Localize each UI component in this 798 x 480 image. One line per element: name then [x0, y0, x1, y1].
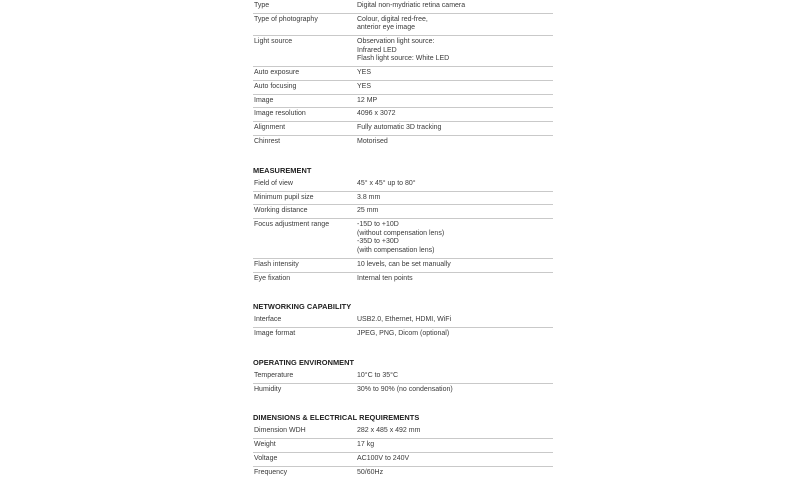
- spec-label: Image resolution: [254, 110, 306, 118]
- spec-row: [253, 258, 553, 272]
- spec-value-line: Digital non-mydriatic retina camera: [357, 2, 466, 9]
- spec-value: [357, 97, 553, 106]
- spec-row: [253, 0, 553, 13]
- section-heading: NETWORKING CAPABILITY: [253, 302, 352, 312]
- spec-value-line: 30% to 90% (no condensation): [357, 385, 453, 393]
- spec-row: [253, 94, 553, 108]
- spec-value-line: Motorised: [357, 138, 388, 146]
- spec-value: [357, 2, 553, 11]
- spec-value: [357, 110, 553, 119]
- spec-value: [357, 386, 553, 395]
- spec-value-line: 10°C to 35°C: [357, 371, 399, 379]
- spec-section: [253, 413, 553, 479]
- spec-row: [253, 191, 553, 205]
- spec-label: Type: [254, 2, 270, 9]
- spec-value: [357, 16, 553, 33]
- spec-label: Auto exposure: [254, 69, 300, 77]
- spec-label: Frequency: [254, 468, 288, 476]
- section-gap: [253, 149, 553, 166]
- spec-label: Eye fixation: [254, 274, 291, 282]
- spec-value-line: 3.8 mm: [357, 193, 381, 201]
- spec-row: [253, 121, 553, 135]
- spec-label: Interface: [254, 316, 282, 324]
- spec-value: [357, 261, 553, 270]
- spec-value: [357, 330, 553, 339]
- spec-value-line: YES: [357, 82, 372, 90]
- spec-label: Image format: [254, 330, 296, 338]
- section-heading: MEASUREMENT: [253, 165, 312, 175]
- spec-row: [253, 370, 553, 383]
- spec-value: [357, 316, 553, 325]
- spec-label: Humidity: [254, 385, 282, 393]
- spec-label: Flash intensity: [254, 260, 299, 268]
- spec-label: Field of view: [254, 179, 293, 187]
- spec-value-line: Infrared LED: [357, 46, 397, 54]
- spec-section: [253, 358, 553, 397]
- spec-label: Auto focusing: [254, 82, 297, 90]
- spec-label: Chinrest: [254, 138, 281, 146]
- spec-row: [253, 314, 553, 327]
- spec-value-line: Fully automatic 3D tracking: [357, 124, 442, 132]
- spec-sheet: [253, 0, 553, 480]
- spec-value-line: 25 mm: [357, 207, 379, 215]
- spec-value: [357, 83, 553, 92]
- spec-value: [357, 372, 553, 381]
- spec-value: [357, 221, 553, 255]
- spec-value-line: Flash light source: White LED: [357, 55, 450, 63]
- spec-row: [253, 80, 553, 94]
- spec-value: [357, 275, 553, 284]
- spec-value-line: (without compensation lens): [357, 229, 445, 237]
- spec-value-line: AC100V to 240V: [357, 454, 410, 462]
- spec-value-line: 10 levels, can be set manually: [357, 260, 451, 268]
- spec-value-line: 4096 x 3072: [357, 110, 396, 118]
- spec-row: [253, 107, 553, 121]
- spec-row: [253, 452, 553, 466]
- spec-row: [253, 135, 553, 149]
- spec-label: Minimum pupil size: [254, 193, 314, 201]
- spec-value: [357, 427, 553, 436]
- spec-value: [357, 455, 553, 464]
- spec-value: [357, 124, 553, 133]
- spec-label: Weight: [254, 441, 276, 449]
- spec-value-line: 50/60Hz: [357, 468, 384, 476]
- spec-row: [253, 327, 553, 341]
- spec-value: [357, 194, 553, 203]
- spec-value-line: Observation light source:: [357, 38, 435, 46]
- spec-value: [357, 38, 553, 64]
- spec-row: [253, 178, 553, 191]
- spec-value-line: 12 MP: [357, 96, 378, 104]
- spec-row: [253, 204, 553, 218]
- spec-label: Type of photography: [254, 15, 318, 23]
- spec-label: Focus adjustment range: [254, 221, 330, 229]
- spec-value: [357, 441, 553, 450]
- spec-label: Temperature: [254, 371, 294, 379]
- spec-row: [253, 438, 553, 452]
- spec-value: [357, 69, 553, 78]
- spec-section: [253, 0, 553, 149]
- section-heading: DIMENSIONS & ELECTRICAL REQUIREMENTS: [253, 413, 420, 423]
- section-gap: [253, 285, 553, 302]
- spec-value-line: 282 x 485 x 492 mm: [357, 427, 421, 435]
- spec-value-line: -35D to +30D: [357, 238, 399, 246]
- spec-section: [253, 166, 553, 285]
- spec-label: Image: [254, 96, 274, 104]
- spec-label: Light source: [254, 38, 293, 46]
- section-heading: OPERATING ENVIRONMENT: [253, 357, 355, 367]
- spec-row: [253, 35, 553, 66]
- spec-row: [253, 383, 553, 397]
- spec-label: Dimension WDH: [254, 427, 306, 435]
- spec-label: Working distance: [254, 207, 308, 215]
- spec-value: [357, 138, 553, 147]
- spec-row: [253, 466, 553, 480]
- spec-value: [357, 180, 553, 189]
- spec-value-line: YES: [357, 69, 372, 77]
- spec-value-line: JPEG, PNG, Dicom (optional): [357, 330, 450, 338]
- spec-value-line: 45° x 45° up to 80°: [357, 179, 416, 187]
- spec-row: [253, 13, 553, 35]
- spec-row: [253, 425, 553, 438]
- spec-row: [253, 218, 553, 258]
- spec-value-line: anterior eye image: [357, 24, 415, 32]
- spec-value-line: Colour, digital red-free,: [357, 15, 428, 23]
- section-gap: [253, 341, 553, 358]
- spec-label: Voltage: [254, 454, 278, 462]
- spec-value: [357, 207, 553, 216]
- section-gap: [253, 396, 553, 413]
- spec-row: [253, 272, 553, 286]
- spec-row: [253, 66, 553, 80]
- spec-value-line: 17 kg: [357, 441, 375, 449]
- spec-section: [253, 302, 553, 341]
- spec-value-line: Internal ten points: [357, 274, 413, 282]
- spec-value-line: (with compensation lens): [357, 246, 435, 254]
- spec-value-line: USB2.0, Ethernet, HDMI, WiFi: [357, 316, 452, 324]
- spec-value-line: -15D to +10D: [357, 221, 399, 229]
- spec-label: Alignment: [254, 124, 286, 132]
- spec-value: [357, 469, 553, 478]
